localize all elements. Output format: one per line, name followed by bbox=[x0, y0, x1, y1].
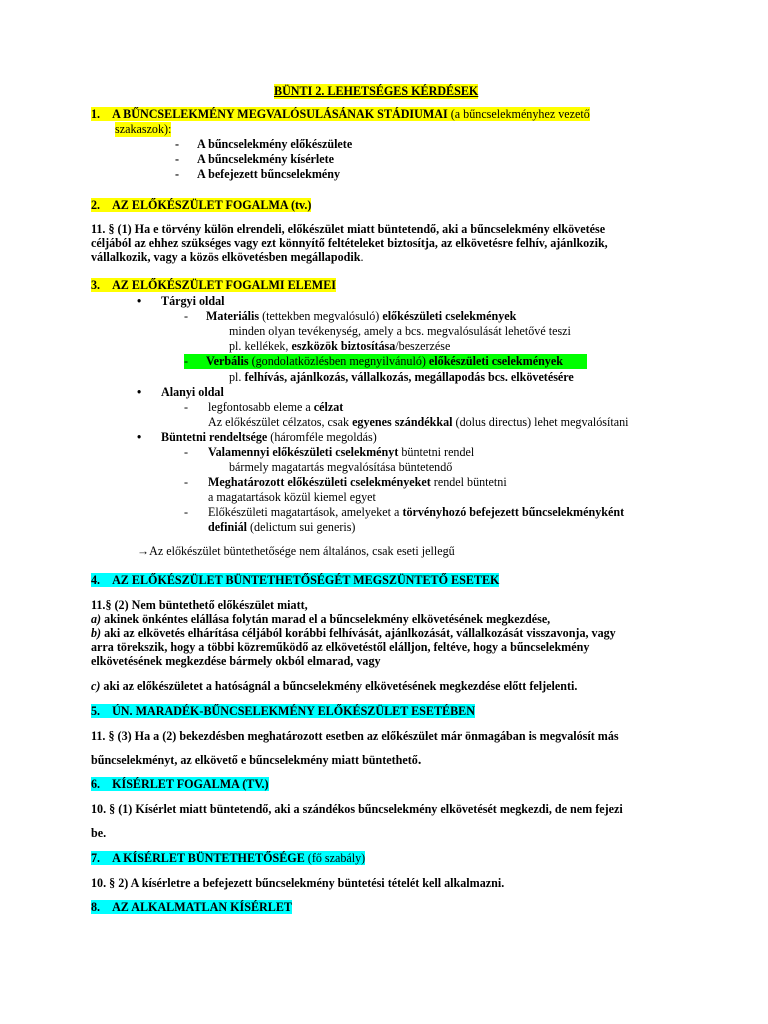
section-3-heading: 3. AZ ELŐKÉSZÜLET FOGALMI ELEMEI bbox=[91, 278, 336, 292]
section-1-heading bbox=[91, 107, 590, 122]
section-5-heading: 5. ÚN. MARADÉK-BŰNCSELEKMÉNY ELŐKÉSZÜLET ESETÉBEN bbox=[91, 704, 475, 718]
variant-1-desc: bármely magatartás megvalósítása büntetendő bbox=[229, 460, 453, 474]
variant-2-line: - Meghatározott előkészületi cselekményeket rendel büntetni bbox=[184, 475, 507, 489]
section-6-heading: 6. KÍSÉRLET FOGALMA (TV.) bbox=[91, 777, 269, 791]
celzat-line: - legfontosabb eleme a célzat bbox=[184, 400, 344, 414]
dash-bullet-icon: - bbox=[184, 354, 189, 368]
dash-bullet-icon: - bbox=[184, 309, 189, 323]
buntetni-rendeltsege: • Büntetni rendeltsége (háromféle megoldás) bbox=[137, 430, 377, 444]
materialis-line: - Materiális (tettekben megvalósuló) előkészületi cselekmények bbox=[184, 309, 517, 323]
section-7-heading: 7. A KÍSÉRLET BÜNTETHETŐSÉGE (fő szabály) bbox=[91, 851, 366, 865]
dash-bullet-icon: - bbox=[184, 445, 189, 459]
section-3-note: →Az előkészület büntethetősége nem általános, csak eseti jellegű bbox=[137, 544, 455, 558]
section-4-item-b: b) aki az elkövetés elhárítása céljából korábbi felhívását, ajánlkozását, vállalkozását visszavonja, vagy bbox=[91, 626, 616, 640]
dash-bullet-icon: - bbox=[184, 505, 189, 519]
section-8-heading: 8. AZ ALKALMATLAN KÍSÉRLET bbox=[91, 900, 292, 914]
section-5-line: bűncselekményt, az elkövető e bűncselekmény miatt büntethető. bbox=[91, 753, 422, 768]
variant-2-desc: a magatartások közül kiemel egyet bbox=[208, 490, 376, 504]
disc-bullet-icon: • bbox=[137, 430, 142, 444]
disc-bullet-icon: • bbox=[137, 294, 142, 308]
section-7-line: 10. § 2) A kísérletre a befejezett bűncselekmény büntetési tételét kell alkalmazni. bbox=[91, 876, 505, 890]
section-2-paragraph-line: céljából az ehhez szükséges vagy ezt könnyítő feltételeket biztosítja, az elkövetésre felhív, ajánlkozik, bbox=[91, 236, 608, 250]
section-2-paragraph-line: 11. § (1) Ha e törvény külön elrendeli, előkészület miatt büntetendő, aki a bűncselekmény elkövetése bbox=[91, 222, 606, 236]
section-1-item: - A bűncselekmény előkészülete bbox=[175, 137, 353, 151]
section-4-item-b-cont: arra törekszik, hogy a többi közreműködő az elkövetéstől elálljon, feltéve, hogy a bűncselekmény bbox=[91, 640, 590, 654]
right-arrow-icon: → bbox=[137, 544, 150, 558]
section-4-item-c: c) aki az előkészületet a hatóságnál a bűncselekmény elkövetésének megkezdése előtt feljelenti. bbox=[91, 679, 578, 693]
variant-3-cont: definiál (delictum sui generis) bbox=[208, 520, 356, 534]
dash-bullet-icon: - bbox=[175, 137, 180, 151]
section-1-item: - A befejezett bűncselekmény bbox=[175, 167, 341, 181]
verbalis-line: - Verbális (gondolatközlésben megnyilvánuló) előkészületi cselekmények bbox=[184, 354, 587, 369]
section-1-title-cont: szakaszok): bbox=[115, 122, 172, 136]
section-2-paragraph-line: vállalkozik, vagy a közös elkövetésben megállapodik. bbox=[91, 250, 364, 264]
dash-bullet-icon: - bbox=[184, 400, 189, 414]
section-5-line: 11. § (3) Ha a (2) bekezdésben meghatározott esetben az előkészület már önmagában is megvalósít más bbox=[91, 729, 619, 743]
dash-bullet-icon: - bbox=[184, 475, 189, 489]
verbalis-example: pl. felhívás, ajánlkozás, vállalkozás, megállapodás bcs. elkövetésére bbox=[229, 370, 574, 384]
section-1-number: 1. bbox=[91, 107, 101, 121]
dash-bullet-icon: - bbox=[175, 167, 180, 181]
section-4-item-a: a) akinek önkéntes elállása folytán marad el a bűncselekmény elkövetésének megkezdése, bbox=[91, 612, 551, 626]
section-6-line: be. bbox=[91, 826, 107, 840]
targyi-oldal: • Tárgyi oldal bbox=[137, 294, 225, 308]
variant-1-line: - Valamennyi előkészületi cselekményt büntetni rendel bbox=[184, 445, 475, 459]
section-4-heading: 4. AZ ELŐKÉSZÜLET BÜNTETHETŐSÉGÉT MEGSZÜNTETŐ ESETEK bbox=[91, 573, 500, 587]
section-2-heading: 2. AZ ELŐKÉSZÜLET FOGALMA (tv.) bbox=[91, 198, 312, 212]
materialis-desc: minden olyan tevékenység, amely a bcs. megvalósulását lehetővé teszi bbox=[229, 324, 571, 338]
variant-3-line: - Előkészületi magatartások, amelyeket a törvényhozó befejezett bűncselekményként bbox=[184, 505, 625, 519]
section-1-item: - A bűncselekmény kísérlete bbox=[175, 152, 335, 166]
section-1-title-suffix: (a bűncselekményhez vezető bbox=[447, 107, 590, 121]
section-6-line: 10. § (1) Kísérlet miatt büntetendő, aki a szándékos bűncselekmény elkövetését megkezdi, de nem fejezi bbox=[91, 802, 623, 816]
section-4-item-b-cont: elkövetésének megkezdése bármely okból elmarad, vagy bbox=[91, 654, 381, 668]
section-4-line: 11.§ (2) Nem büntethető előkészület miatt, bbox=[91, 598, 308, 612]
celzat-desc: Az előkészület célzatos, csak egyenes szándékkal (dolus directus) lehet megvalósítani bbox=[208, 415, 629, 429]
dash-bullet-icon: - bbox=[175, 152, 180, 166]
section-1-title: A BŰNCSELEKMÉNY MEGVALÓSULÁSÁNAK STÁDIUMAI bbox=[100, 107, 448, 121]
materialis-example: pl. kellékek, eszközök biztosítása/beszerzése bbox=[229, 339, 451, 353]
page-title: BÜNTI 2. LEHETSÉGES KÉRDÉSEK bbox=[274, 84, 479, 98]
alanyi-oldal: • Alanyi oldal bbox=[137, 385, 224, 399]
disc-bullet-icon: • bbox=[137, 385, 142, 399]
